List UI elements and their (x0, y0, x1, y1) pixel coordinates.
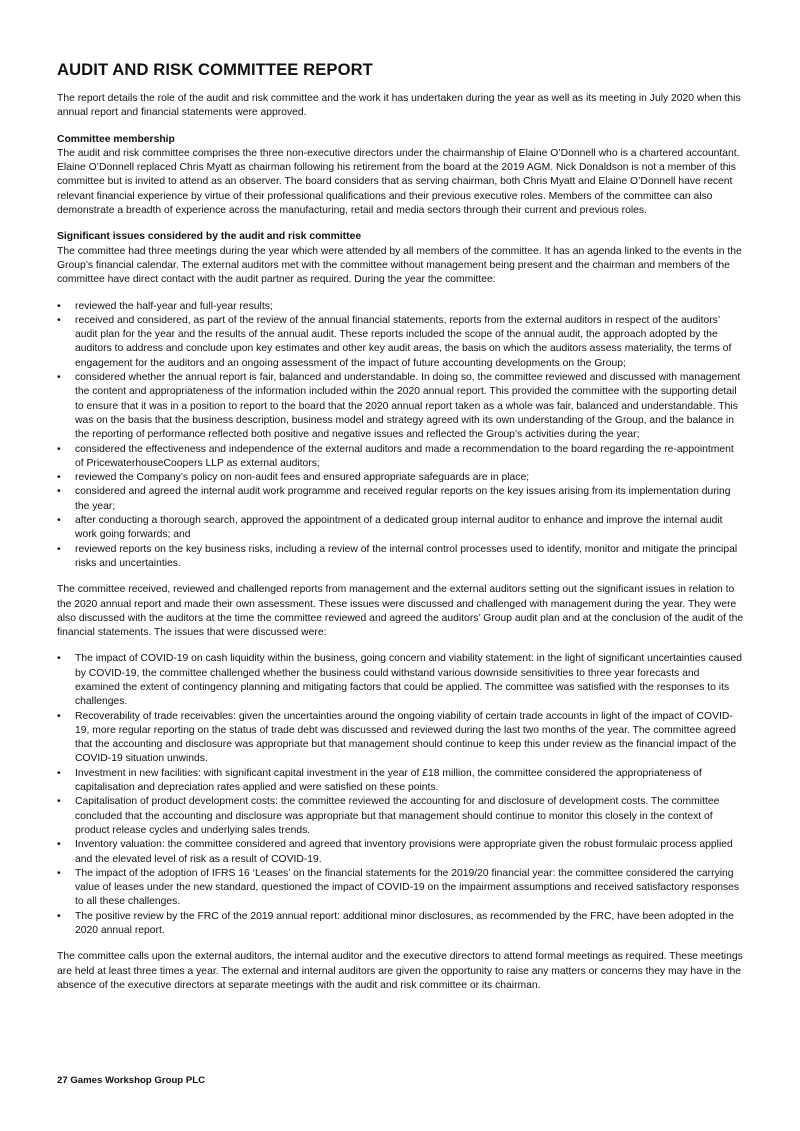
list-item: • reviewed the half-year and full-year results; (57, 300, 745, 314)
closing-paragraph: The committee calls upon the external auditors, the internal auditor and the executive directors to attend formal meetings as required. These meetings are held at least three times a year. The external and internal auditors are given the opportunity to raise any matters or concerns they may have in the absence of the executive directors at separate meetings with the audit and risk committee or its chairman. (57, 951, 743, 991)
bullet-icon: • (57, 767, 61, 779)
list-item: • The impact of COVID-19 on cash liquidity within the business, going concern and viability statement: in the light of significant uncertainties caused by COVID-19, the committee challenged whether the business could withstand various downside sensitivities to three year forecasts and examined the extent of contingency planning and mitigating factors that could be applied. The committee was satisfied with the responses to its challenges. (57, 653, 742, 708)
bullet-icon: • (57, 443, 61, 455)
bullet-icon: • (57, 543, 61, 555)
bullet-icon: • (57, 710, 61, 722)
bullet-icon: • (57, 910, 61, 922)
bullet-icon: • (57, 867, 61, 879)
list-item: • considered the effectiveness and independence of the external auditors and made a recommendation to the board regarding the re-appointment of PricewaterhouseCoopers LLP as external auditors; (57, 443, 734, 469)
bullet-icon: • (57, 653, 61, 665)
page-title: AUDIT AND RISK COMMITTEE REPORT (57, 60, 373, 79)
list-item: • considered and agreed the internal audit work programme and received regular reports on the key issues arising from its implementation during the year; (57, 486, 731, 512)
significant-issues-paragraph: The committee had three meetings during the year which were attended by all members of the committee. It has an agenda linked to the events in the Group’s financial calendar. The external auditors met with the committee without management being present and the chairman and members of the committee have direct contact with the audit partner as required. During the year the committee: (57, 245, 742, 286)
list-item: • Investment in new facilities: with significant capital investment in the year of £18 million, the committee considered the appropriateness of capitalisation and depreciation rates applied and were satisfied on these points. (57, 767, 702, 794)
list-item: • received and considered, as part of the review of the annual financial statements, reports from the external auditors in respect of the auditors’ audit plan for the year and the results of the annual audit. These reports included the scope of the annual audit, the approach adopted by the auditors to address and conclude upon key estimates and other key audit areas, the basis on which the auditors assess materiality, the terms of engagement for the auditors and an ongoing assessment of the impact of future accounting developments on the Group; (57, 314, 732, 369)
list-item: • Capitalisation of product development costs: the committee reviewed the accounting for and disclosure of development costs. The committee concluded that the accounting and disclosure was appropriate but that management should continue to monitor this closely in the context of product release cycles and underlying sales trends. (57, 796, 720, 836)
intro-paragraph: The report details the role of the audit and risk committee and the work it has undertaken during the year as well as its meeting in July 2020 when this annual report and financial statements were approved. (57, 93, 741, 119)
list-item: • The impact of the adoption of IFRS 16 ‘Leases’ on the financial statements for the 2019/20 financial year: the committee considered the carrying value of leases under the new standard, questioned the impact of COVID-19 on the impairment assumptions and received satisfactory responses to all these challenges. (57, 867, 740, 908)
membership-paragraph: The audit and risk committee comprises the three non-executive directors under the chairmanship of Elaine O’Donnell who is a chartered accountant. Elaine O’Donnell replaced Chris Myatt as chairman following his retirement from the board at the 2019 AGM. Nick Donaldson is not a member of this committee but is invited to attend as an observer. The board considers that as serving chairman, both Chris Myatt and Elaine O’Donnell have recent relevant financial experience by virtue of their professional qualifications and their previous executive roles. Members of the committee can also demonstrate a breadth of experience across the manufacturing, retail and media sectors through their current and previous roles. (57, 147, 740, 217)
report-page (57, 60, 745, 1005)
significant-issues-heading: Significant issues considered by the audit and risk committee (57, 231, 362, 243)
list-item: • after conducting a thorough search, approved the appointment of a dedicated group internal auditor to enhance and improve the internal audit work going forwards; and (57, 515, 723, 541)
bullet-icon: • (57, 372, 61, 384)
bullet-icon: • (57, 486, 61, 498)
bullet-icon: • (57, 314, 61, 326)
bullet-icon: • (57, 515, 61, 527)
membership-heading: Committee membership (57, 133, 175, 145)
bullet-icon: • (57, 472, 61, 484)
list-item: • considered whether the annual report is fair, balanced and understandable. In doing so, the committee reviewed and discussed with management the content and appropriateness of the information included within the 2020 annual report. This provided the committee with the supporting detail to ensure that it was in a position to report to the board that the 2020 annual report taken as a whole was fair, balanced and understandable. This was on the basis that the business description, business model and strategy agreed with its own understanding of the Group, and the balance in the reporting of performance reflected both positive and negative issues and reflected the Group’s activities during the year; (57, 372, 741, 441)
list-item: • The positive review by the FRC of the 2019 annual report: additional minor disclosures, as recommended by the FRC, have been adopted in the 2020 annual report. (57, 910, 734, 937)
bullet-icon: • (57, 796, 61, 808)
list-item: • Recoverability of trade receivables: given the uncertainties around the ongoing viability of certain trade accounts in light of the impact of COVID-19, more regular reporting on the status of trade debt was discussed and reviewed during the last two months of the year. The committee agreed that the accounting and disclosure was appropriate but that management should continue to keep this under review as the financial impact of the COVID-19 situation unwinds. (57, 710, 737, 765)
bullet-icon: • (57, 300, 61, 312)
page-footer: 27 Games Workshop Group PLC (57, 1075, 206, 1086)
bullet-icon: • (57, 839, 61, 851)
list-item: • reviewed reports on the key business risks, including a review of the internal control processes used to identify, monitor and mitigate the principal risks and uncertainties. (57, 543, 738, 569)
committee-activities-list (57, 300, 745, 572)
issues-paragraph: The committee received, reviewed and challenged reports from management and the external auditors setting out the significant issues in relation to the 2020 annual report and made their own assessment. These issues were discussed and challenged with management during the year. They were also discussed with the auditors at the time the committee reviewed and agreed the auditors’ Group audit plan and at the conclusion of the audit of the financial statements. The issues that were discussed were: (57, 584, 744, 639)
issues-list (57, 652, 745, 938)
list-item: • reviewed the Company’s policy on non-audit fees and ensured appropriate safeguards are in place; (57, 471, 745, 485)
list-item: • Inventory valuation: the committee considered and agreed that inventory provisions were appropriate given the robust formulaic process applied and the elevated level of risk as a result of COVID-19. (57, 839, 733, 865)
